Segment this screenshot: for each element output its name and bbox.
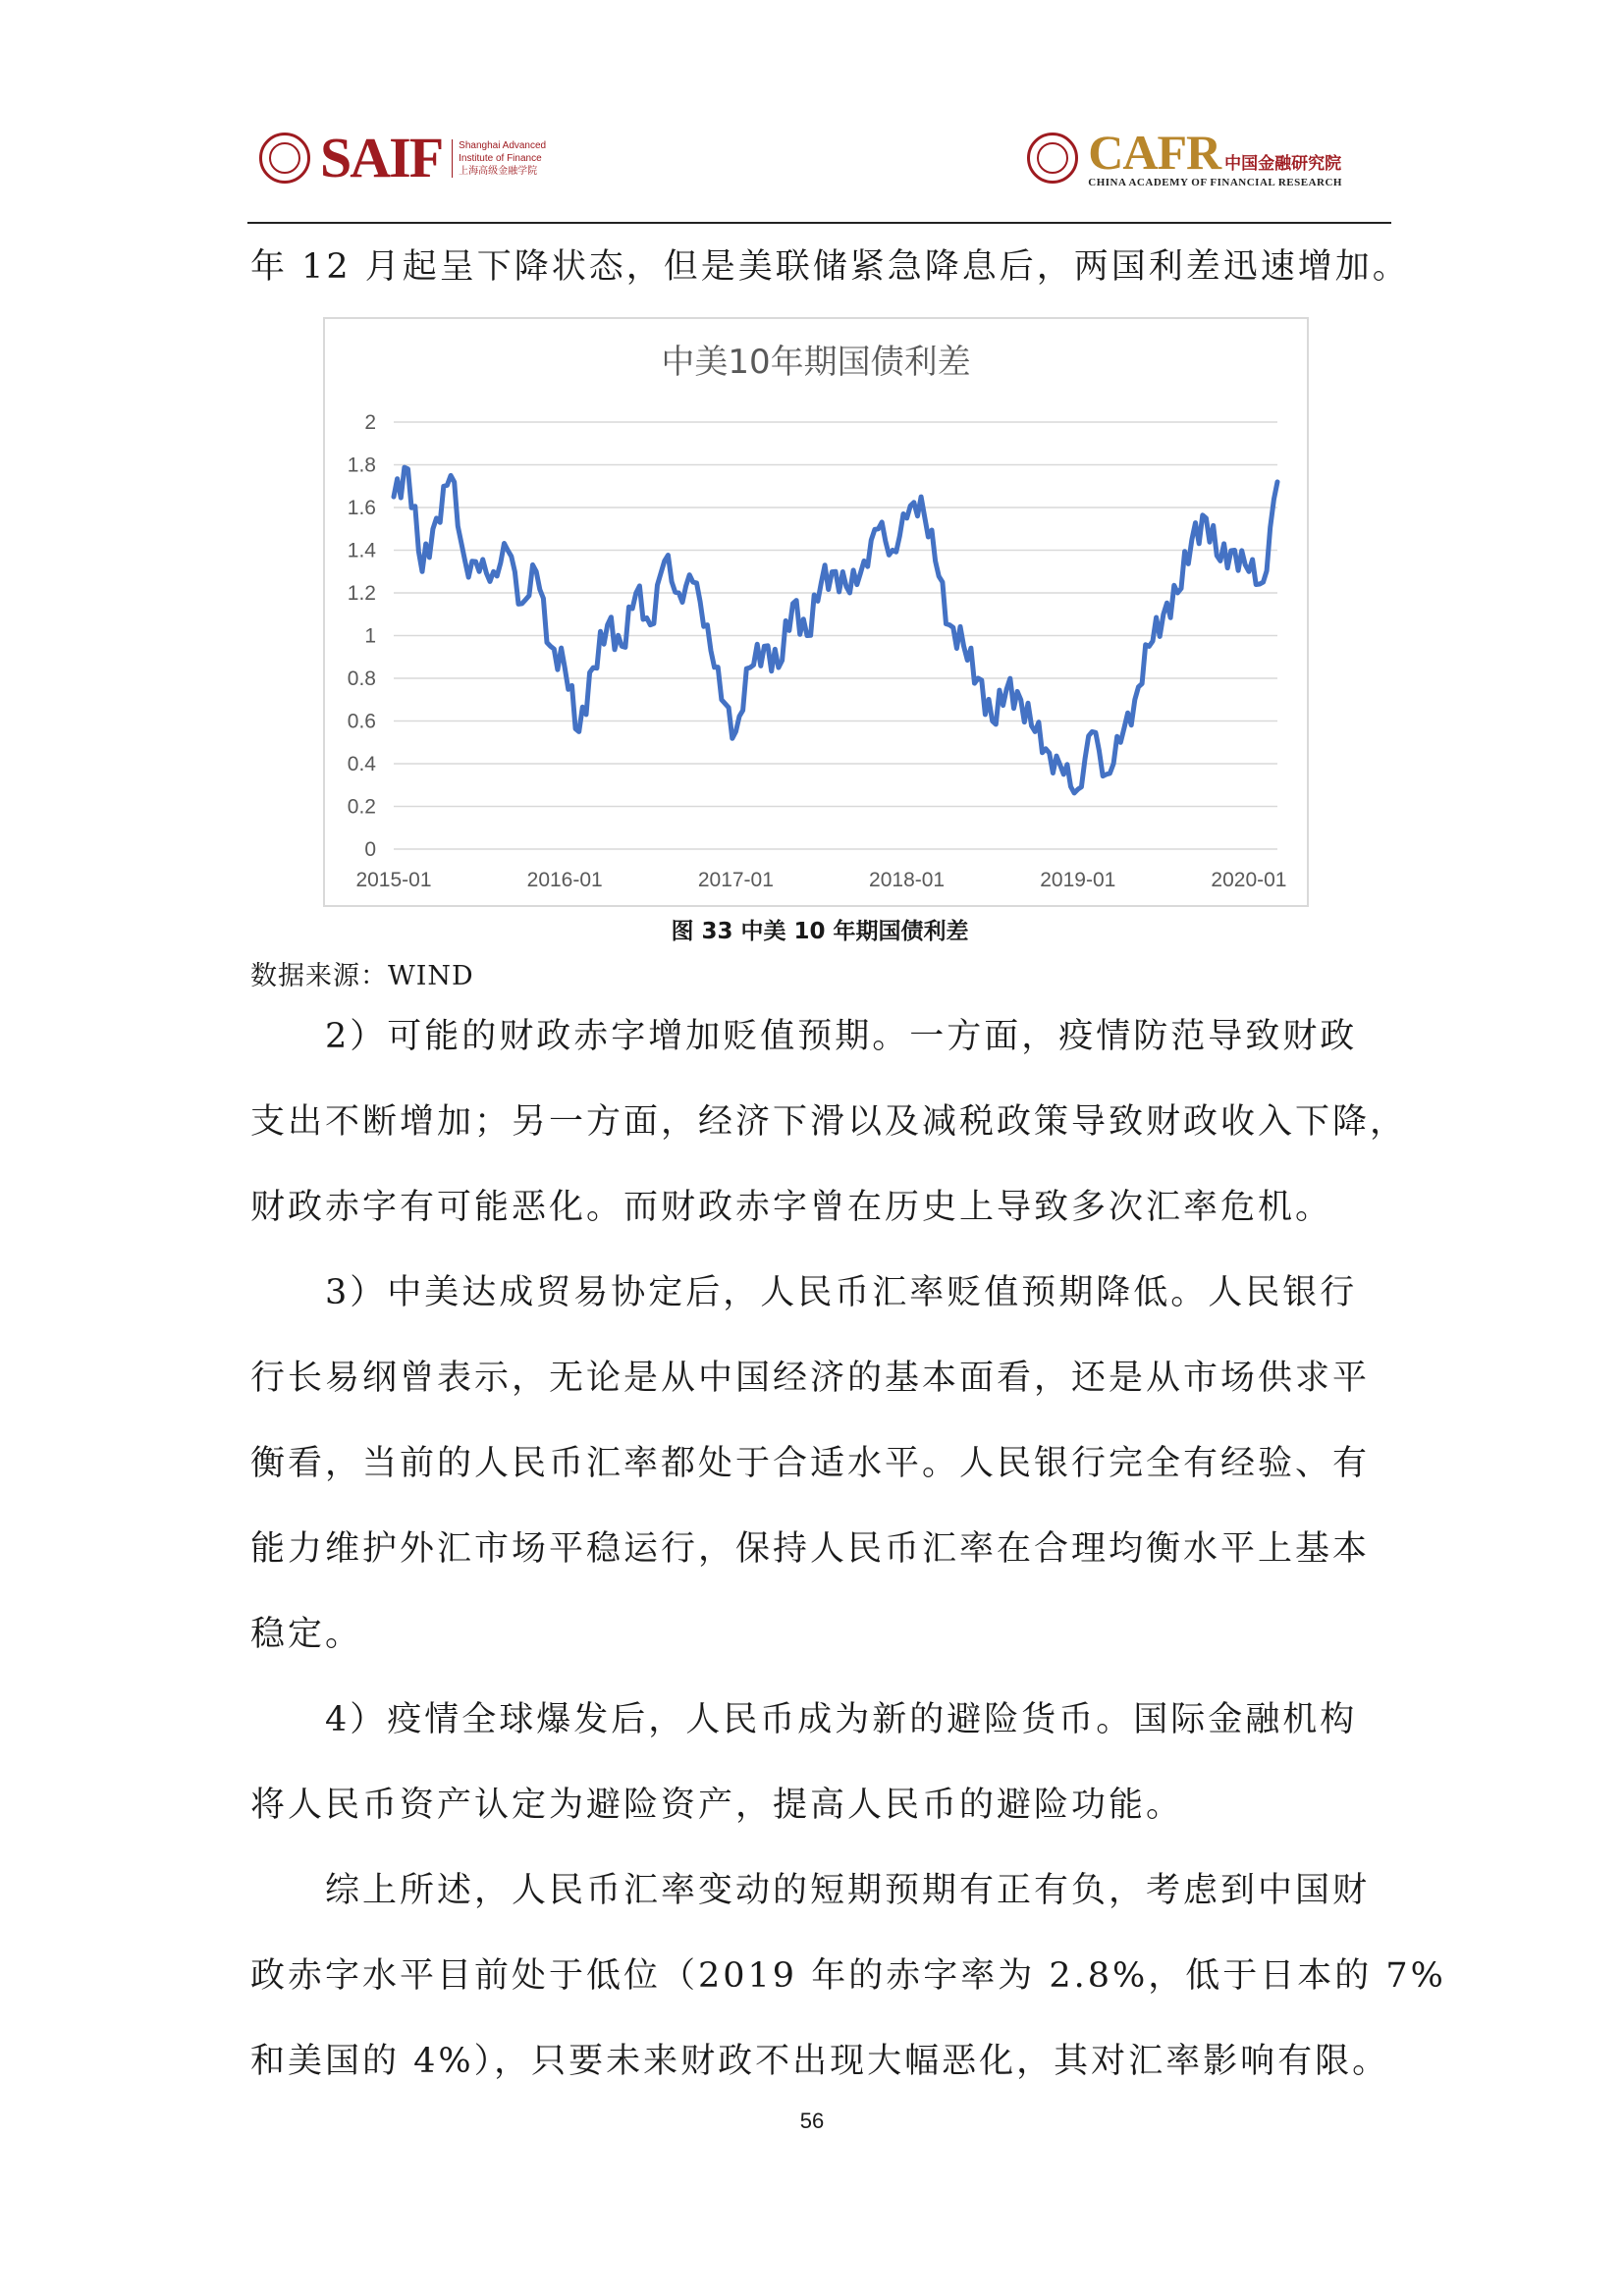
header-divider: [247, 222, 1391, 224]
x-tick-label: 2019-01: [1040, 869, 1116, 891]
chart-canvas: [325, 319, 1307, 905]
paragraph-line: 综上所述，人民币汇率变动的短期预期有正有负，考虑到中国财: [250, 1871, 1371, 1910]
paragraph-line: 行长易纲曾表示，无论是从中国经济的基本面看，还是从市场供求平: [250, 1359, 1371, 1398]
page-header: [247, 116, 1391, 224]
paragraph-line: 支出不断增加；另一方面，经济下滑以及减税政策导致财政收入下降，: [250, 1102, 1408, 1142]
paragraph-line: 财政赤字有可能恶化。而财政赤字曾在历史上导致多次汇率危机。: [250, 1188, 1333, 1227]
x-tick-label: 2017-01: [697, 869, 774, 891]
data-source: 数据来源：WIND: [250, 961, 474, 991]
x-tick-label: 2018-01: [869, 869, 946, 891]
figure-caption: 图 33 中美 10 年期国债利差: [671, 919, 969, 944]
intro-line: 年 12 月起呈下降状态，但是美联储紧急降息后，两国利差迅速增加。: [250, 247, 1410, 287]
x-tick-label: 2015-01: [355, 869, 432, 891]
saif-sub-line: 上海高级金融学院: [459, 165, 538, 177]
paragraph-line: 和美国的 4%），只要未来财政不出现大幅恶化，其对汇率影响有限。: [250, 2042, 1390, 2081]
paragraph-line: 稳定。: [250, 1615, 363, 1654]
saif-seal-icon: [259, 133, 310, 184]
cafr-chinese-name: 中国金融研究院: [1224, 154, 1342, 174]
series-line: [394, 467, 1277, 793]
cafr-seal-icon: [1027, 133, 1078, 184]
x-tick-label: 2020-01: [1211, 869, 1287, 891]
paragraph-line: 2）可能的财政赤字增加贬值预期。一方面，疫情防范导致财政: [250, 1017, 1358, 1056]
saif-sub-line: Shanghai Advanced: [459, 139, 547, 151]
saif-logo: [259, 124, 546, 192]
page-number: 56: [799, 2109, 825, 2133]
y-tick-label: 0.8: [347, 667, 376, 690]
cafr-logo-text: CAFR: [1088, 125, 1221, 180]
cafr-logo-top: [1088, 125, 1342, 180]
y-tick-label: 1: [364, 624, 376, 648]
paragraph-line: 政赤字水平目前处于低位（2019 年的赤字率为 2.8%，低于日本的 7%: [250, 1956, 1446, 1996]
saif-sub-line: Institute of Finance: [459, 152, 542, 164]
cafr-logo-text-block: [1088, 125, 1342, 188]
y-tick-label: 0.4: [347, 753, 376, 775]
saif-logo-subtitle: [452, 139, 546, 178]
y-tick-label: 0: [364, 838, 376, 861]
y-tick-label: 2: [364, 411, 376, 434]
cafr-logo: [1027, 124, 1342, 192]
cafr-english-name: CHINA ACADEMY OF FINANCIAL RESEARCH: [1088, 177, 1342, 188]
paragraph-line: 3）中美达成贸易协定后，人民币汇率贬值预期降低。人民银行: [250, 1273, 1358, 1312]
y-tick-label: 0.2: [347, 795, 376, 819]
paragraph-line: 能力维护外汇市场平稳运行，保持人民币汇率在合理均衡水平上基本: [250, 1529, 1371, 1569]
paragraph-line: 将人民币资产认定为避险资产，提高人民币的避险功能。: [250, 1786, 1184, 1825]
chart-title: 中美10年期国债利差: [661, 343, 971, 382]
paragraph-line: 衡看，当前的人民币汇率都处于合适水平。人民银行完全有经验、有: [250, 1444, 1371, 1483]
paragraph-line: 4）疫情全球爆发后，人民币成为新的避险货币。国际金融机构: [250, 1700, 1358, 1739]
spread-chart: [323, 317, 1309, 907]
y-tick-label: 0.6: [347, 710, 376, 733]
x-tick-label: 2016-01: [526, 869, 603, 891]
y-tick-label: 1.6: [347, 497, 376, 519]
y-tick-label: 1.2: [347, 582, 376, 605]
y-tick-label: 1.4: [347, 539, 376, 562]
saif-logo-text: SAIF: [320, 126, 443, 189]
y-tick-label: 1.8: [347, 454, 376, 477]
